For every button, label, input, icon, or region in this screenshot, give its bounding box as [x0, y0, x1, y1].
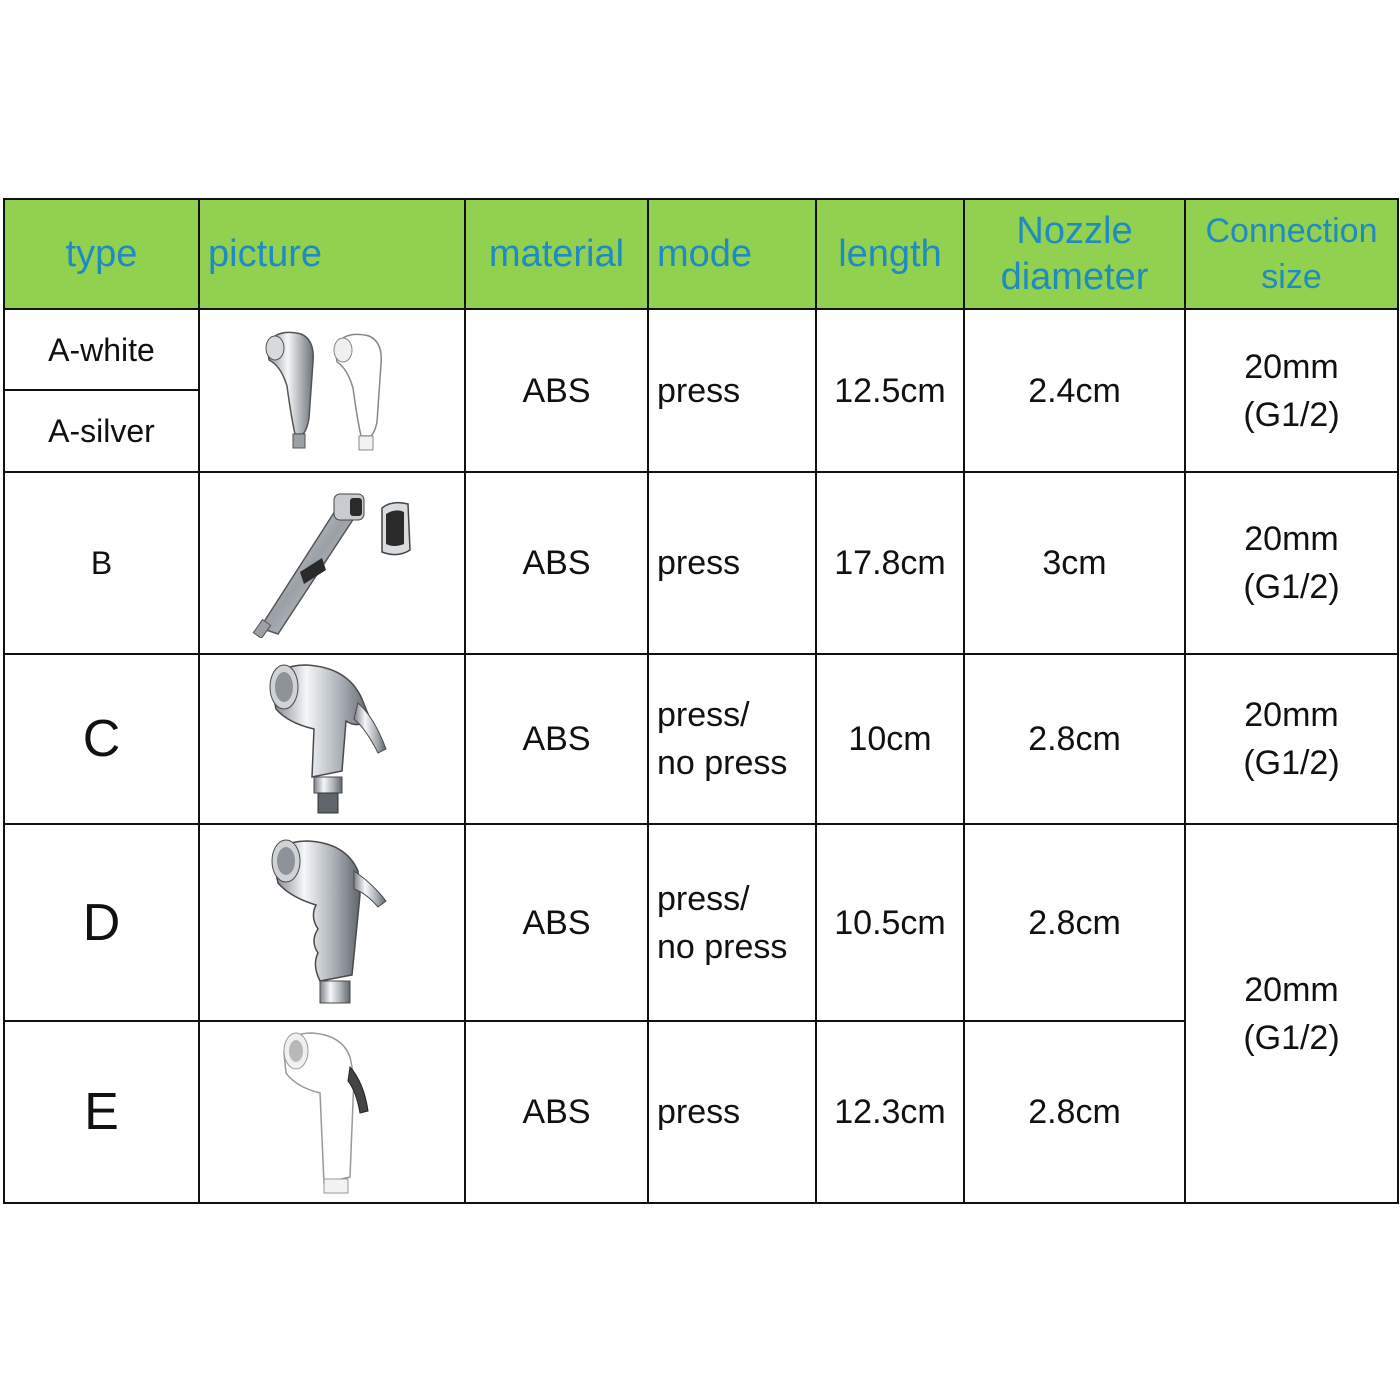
picture-e	[199, 1021, 465, 1203]
connection-d-line1: 20mm	[1244, 970, 1339, 1009]
stainless-sprayer-with-holder-icon	[242, 488, 422, 638]
mode-c	[648, 654, 816, 824]
length-d: 10.5cm	[816, 824, 964, 1021]
type-d: D	[4, 824, 199, 1021]
mode-c-line2: no press	[657, 744, 788, 782]
nozzle-d: 2.8cm	[964, 824, 1185, 1021]
table-row-a	[4, 309, 1398, 390]
header-nozzle-line2: diameter	[1000, 256, 1149, 298]
header-mode: mode	[648, 199, 816, 309]
spec-table	[3, 198, 1399, 1204]
connection-c-line2: (G1/2)	[1243, 744, 1340, 782]
table-row-d	[4, 824, 1398, 1021]
mode-d-line2: no press	[657, 927, 788, 966]
material-e: ABS	[465, 1021, 648, 1203]
white-trigger-sprayer-icon	[272, 1027, 392, 1197]
picture-b	[199, 472, 465, 654]
length-b: 17.8cm	[816, 472, 964, 654]
material-c: ABS	[465, 654, 648, 824]
nozzle-e: 2.8cm	[964, 1021, 1185, 1203]
two-handheld-sprayers-chrome-and-white-icon	[257, 326, 407, 456]
header-connection-line2: size	[1261, 258, 1322, 296]
type-b: B	[4, 472, 199, 654]
connection-b-line1: 20mm	[1244, 520, 1339, 558]
picture-c	[199, 654, 465, 824]
picture-a	[199, 309, 465, 472]
header-nozzle-line1: Nozzle	[1016, 210, 1133, 252]
mode-d-line1: press/	[657, 879, 750, 918]
header-material: material	[465, 199, 648, 309]
picture-d	[199, 824, 465, 1021]
type-e: E	[4, 1021, 199, 1203]
length-e: 12.3cm	[816, 1021, 964, 1203]
connection-c-line1: 20mm	[1244, 696, 1339, 734]
mode-a: press	[648, 309, 816, 472]
header-nozzle-diameter	[964, 199, 1185, 309]
connection-b	[1185, 472, 1398, 654]
header-connection-size	[1185, 199, 1398, 309]
mode-c-line1: press/	[657, 696, 750, 734]
material-a: ABS	[465, 309, 648, 472]
nozzle-a: 2.4cm	[964, 309, 1185, 472]
connection-a	[1185, 309, 1398, 472]
table-row-c	[4, 654, 1398, 824]
material-b: ABS	[465, 472, 648, 654]
length-a: 12.5cm	[816, 309, 964, 472]
nozzle-b: 3cm	[964, 472, 1185, 654]
length-c: 10cm	[816, 654, 964, 824]
type-a-white: A-white	[4, 309, 199, 390]
nozzle-c: 2.8cm	[964, 654, 1185, 824]
mode-b: press	[648, 472, 816, 654]
header-connection-line1: Connection	[1205, 212, 1378, 250]
mode-e: press	[648, 1021, 816, 1203]
connection-a-line1: 20mm	[1244, 347, 1339, 386]
connection-c	[1185, 654, 1398, 824]
header-length: length	[816, 199, 964, 309]
chrome-trigger-sprayer-icon	[262, 659, 402, 819]
connection-d-line2: (G1/2)	[1243, 1018, 1340, 1057]
table-row-b	[4, 472, 1398, 654]
type-c: C	[4, 654, 199, 824]
mode-d	[648, 824, 816, 1021]
material-d: ABS	[465, 824, 648, 1021]
chrome-ribbed-grip-sprayer-icon	[262, 835, 402, 1010]
type-a-silver: A-silver	[4, 390, 199, 472]
connection-b-line2: (G1/2)	[1243, 568, 1340, 606]
header-picture: picture	[199, 199, 465, 309]
header-row	[4, 199, 1398, 309]
connection-a-line2: (G1/2)	[1243, 395, 1340, 434]
header-type: type	[4, 199, 199, 309]
connection-d-e	[1185, 824, 1398, 1203]
